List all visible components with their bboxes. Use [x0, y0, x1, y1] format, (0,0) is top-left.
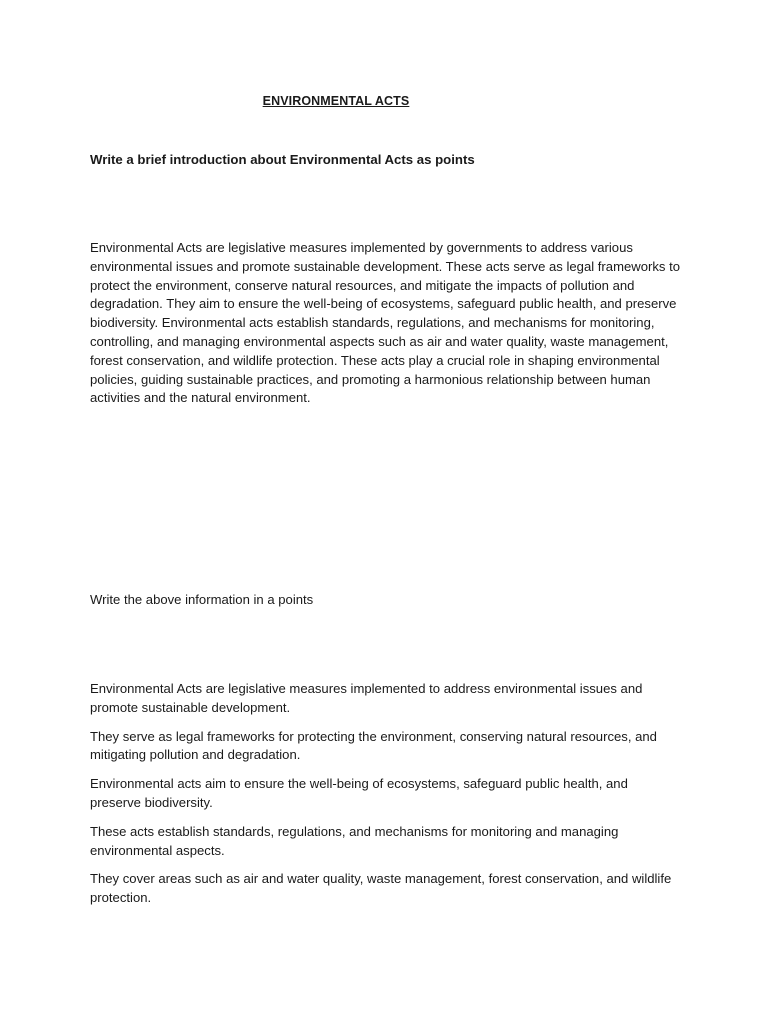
point-item: They serve as legal frameworks for protecting the environment, conserving natural resources, and mitigating pollution and degradation.	[90, 728, 657, 763]
prompt-points-request: Write the above information in a points	[90, 592, 314, 607]
prompt-heading: Write a brief introduction about Environmental Acts as points	[90, 152, 475, 167]
point-item: These acts establish standards, regulations, and mechanisms for monitoring and managing environmental aspects.	[90, 823, 619, 858]
intro-paragraph: Environmental Acts are legislative measures implemented by governments to address various environmental issues and promote sustainable development. These acts serve as legal frameworks to protect the environment, conserve natural resources, and mitigate the impacts of pollution and degradation. They aim to ensure the well-being of ecosystems, safeguard public health, and preserve biodiversity. Environmental acts establish standards, regulations, and mechanisms for monitoring, controlling, and managing environmental aspects such as air and water quality, waste management, forest conservation, and wildlife protection. These acts play a crucial role in shaping environmental policies, guiding sustainable practices, and promoting a harmonious relationship between human activities and the natural environment.	[90, 240, 681, 406]
point-item: They cover areas such as air and water quality, waste management, forest conservation, and wildlife protection.	[90, 871, 672, 906]
points-list	[90, 680, 682, 918]
document-title: ENVIRONMENTAL ACTS	[262, 94, 410, 108]
point-item: Environmental acts aim to ensure the well-being of ecosystems, safeguard public health, and preserve biodiversity.	[90, 776, 628, 810]
point-item: Environmental Acts are legislative measures implemented to address environmental issues and promote sustainable development.	[90, 681, 643, 715]
